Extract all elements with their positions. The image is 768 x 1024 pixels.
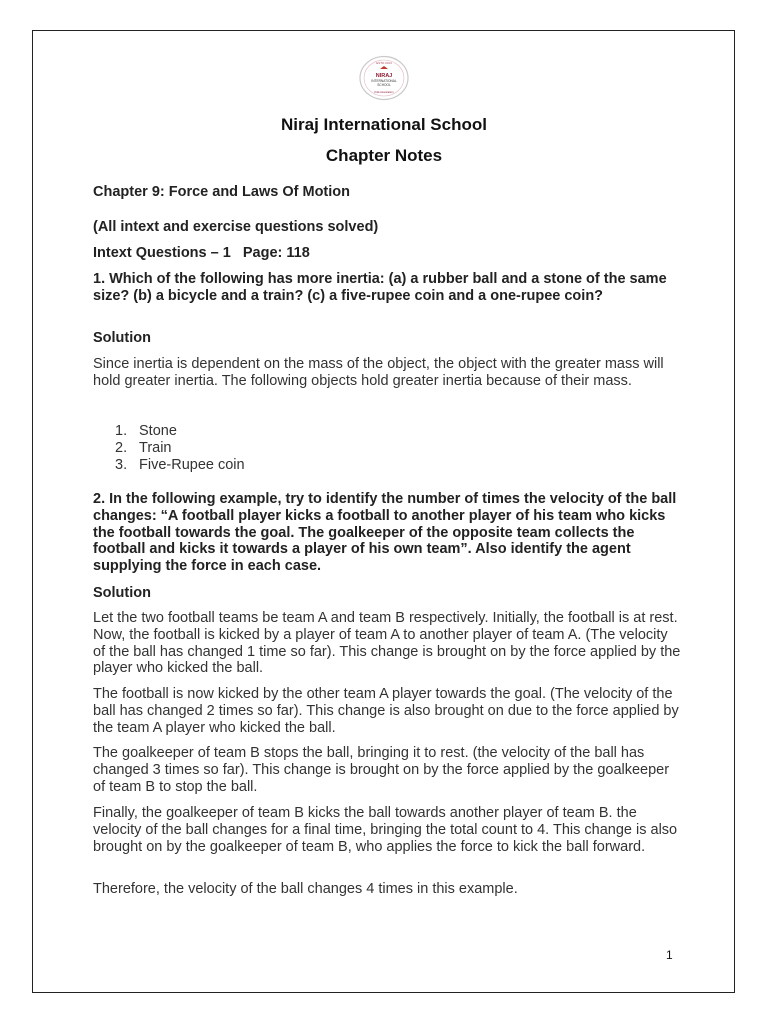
logo-top-text: ESTD 2013 xyxy=(376,61,392,65)
answer-2-paragraph-5: Therefore, the velocity of the ball changes 4 times in this example. xyxy=(93,881,518,897)
list-item xyxy=(93,423,245,440)
answer-2-paragraph-3: The goalkeeper of team B stops the ball, bringing it to rest. (the velocity of the ball has changed 3 times so far). This change is brought on by the force applied by the goalkeeper of team B to stop the ball. xyxy=(93,745,670,795)
answer-list xyxy=(93,423,245,473)
list-item xyxy=(93,440,245,457)
subtitle: (All intext and exercise questions solved) xyxy=(93,219,379,235)
list-number: 3. xyxy=(115,456,128,473)
logo-motto: Kids Association xyxy=(374,91,394,94)
logo-name: NIRAJ xyxy=(375,73,393,79)
logo-line1: INTERNATIONAL xyxy=(371,79,397,83)
school-name: Niraj International School xyxy=(281,115,487,134)
question-2: 2. In the following example, try to identify the number of times the velocity of the ball changes: “A football player kicks a football to another player of his team who kicks the football towards the goal. The goalkeeper of the opposite team collects the football and kicks it towards a player of his own team”. Also identify the agent supplying the force in each case. xyxy=(93,491,677,575)
answer-2-paragraph-1: Let the two football teams be team A and team B respectively. Initially, the football is at rest. Now, the football is kicked by a player of team A to another player of team A. (The velocity of the ball has changed 1 time so far). This change is brought on by the force applied by the player who kicked the ball. xyxy=(93,610,681,677)
section-heading: Intext Questions – 1 Page: 118 xyxy=(93,245,310,261)
list-item xyxy=(93,457,245,474)
school-logo xyxy=(359,55,409,101)
list-text: Stone xyxy=(139,423,177,439)
logo-line2: SCHOOL xyxy=(377,83,391,87)
question-1: 1. Which of the following has more inertia: (a) a rubber ball and a stone of the same size? (b) a bicycle and a train? (c) a five-rupee coin and a one-rupee coin? xyxy=(93,271,667,304)
answer-1: Since inertia is dependent on the mass of the object, the object with the greater mass will hold greater inertia. The following objects hold greater inertia because of their mass. xyxy=(93,356,664,389)
solution-label-1: Solution xyxy=(93,330,151,346)
solution-label-2: Solution xyxy=(93,585,151,601)
list-text: Five-Rupee coin xyxy=(139,456,245,473)
chapter-title: Chapter 9: Force and Laws Of Motion xyxy=(93,184,350,200)
list-number: 2. xyxy=(115,439,128,456)
answer-2-paragraph-4: Finally, the goalkeeper of team B kicks the ball towards another player of team B. the velocity of the ball changes for a final time, bringing the total count to 4. This change is also brought on by the goalkeeper of team B, who applies the force to kick the ball forward. xyxy=(93,805,678,855)
list-number: 1. xyxy=(115,423,128,439)
answer-2-paragraph-2: The football is now kicked by the other team A player towards the goal. (The velocity of the ball has changed 2 times so far). This change is also brought on due to the force applied by the team A player who kicked the ball. xyxy=(93,686,679,736)
page-number: 1 xyxy=(666,948,673,962)
list-text: Train xyxy=(139,439,172,456)
doc-title: Chapter Notes xyxy=(325,146,443,165)
